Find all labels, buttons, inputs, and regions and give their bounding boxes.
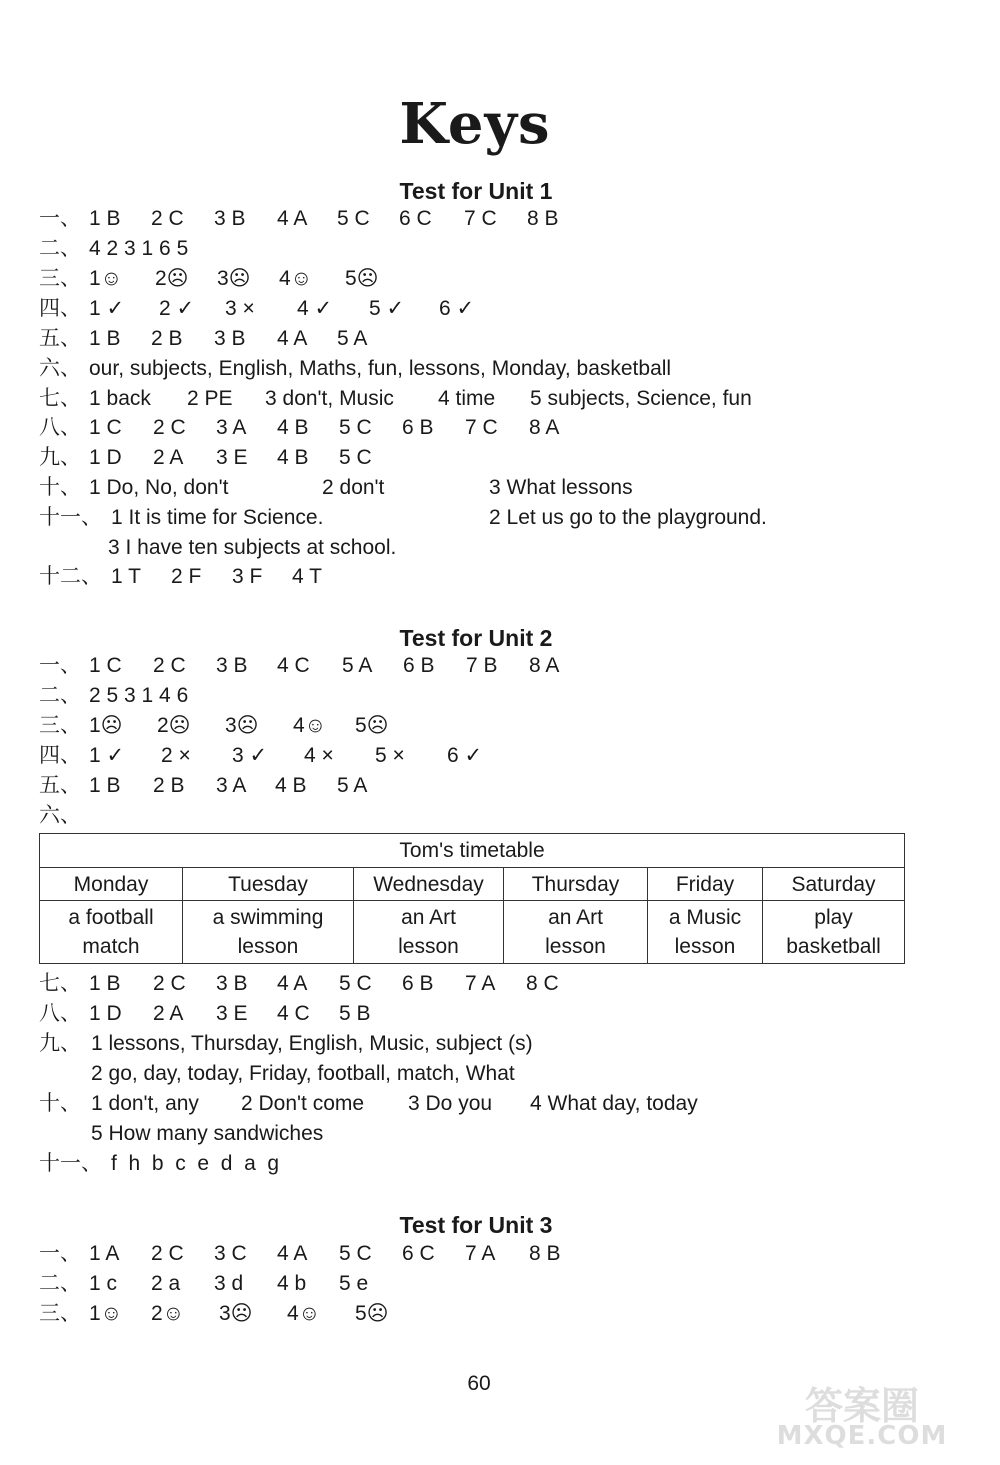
page-title: Keys xyxy=(399,91,551,157)
timetable-day-header: Tuesday xyxy=(183,868,354,901)
timetable-cell: a Music lesson xyxy=(648,901,763,964)
timetable-day-header: Wednesday xyxy=(354,868,504,901)
timetable-cell: play basketball xyxy=(763,901,905,964)
timetable-day-header: Monday xyxy=(40,868,183,901)
section-heading-unit-3: Test for Unit 3 xyxy=(399,1212,553,1238)
section-heading-unit-2: Test for Unit 2 xyxy=(399,625,553,651)
timetable-caption: Tom's timetable xyxy=(40,834,905,868)
timetable-day-header: Friday xyxy=(648,868,763,901)
timetable-cell: a football match xyxy=(40,901,183,964)
section-heading-unit-1: Test for Unit 1 xyxy=(399,178,553,204)
timetable-cell: an Art lesson xyxy=(354,901,504,964)
watermark-logo: 答案圈 MXQE.COM xyxy=(776,1384,948,1451)
page-number: 60 xyxy=(467,1372,491,1395)
timetable-day-header: Saturday xyxy=(763,868,905,901)
timetable-day-header: Thursday xyxy=(504,868,648,901)
timetable-cell: an Art lesson xyxy=(504,901,648,964)
timetable-cell: a swimming lesson xyxy=(183,901,354,964)
timetable xyxy=(39,833,905,964)
